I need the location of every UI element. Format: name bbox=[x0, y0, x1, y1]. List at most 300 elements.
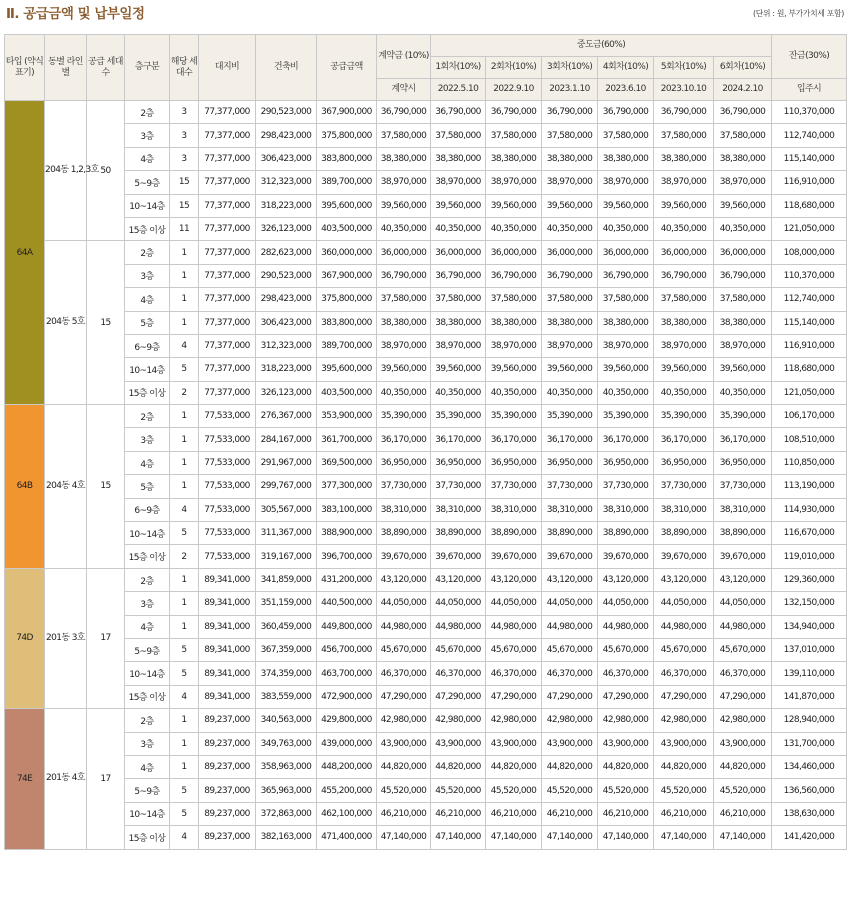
supply-price-cell: 462,100,000 bbox=[317, 802, 377, 825]
floor-cell: 4층 bbox=[125, 288, 170, 311]
table-row bbox=[5, 171, 847, 194]
header-date-4: 2023.6.10 bbox=[598, 79, 654, 101]
contract-deposit-cell: 37,580,000 bbox=[377, 288, 431, 311]
type-cell: 64B bbox=[5, 405, 45, 569]
unit-note: (단위 : 원, 부가가치세 포함) bbox=[752, 9, 844, 18]
floor-cell: 2층 bbox=[125, 568, 170, 591]
table-row bbox=[5, 264, 847, 287]
floor-cell: 15층 이상 bbox=[125, 826, 170, 849]
installment-4-cell: 44,820,000 bbox=[598, 755, 654, 778]
table-row bbox=[5, 147, 847, 170]
installment-5-cell: 39,670,000 bbox=[654, 545, 714, 568]
installment-4-cell: 37,730,000 bbox=[598, 475, 654, 498]
units-cell: 17 bbox=[87, 568, 125, 708]
installment-3-cell: 39,560,000 bbox=[542, 358, 598, 381]
installment-3-cell: 38,380,000 bbox=[542, 311, 598, 334]
floor-cell: 3층 bbox=[125, 428, 170, 451]
installment-1-cell: 36,000,000 bbox=[431, 241, 486, 264]
land-cost-cell: 89,237,000 bbox=[199, 779, 256, 802]
contract-deposit-cell: 40,350,000 bbox=[377, 217, 431, 240]
supply-price-cell: 389,700,000 bbox=[317, 171, 377, 194]
supply-price-cell: 472,900,000 bbox=[317, 685, 377, 708]
floor-cell: 2층 bbox=[125, 405, 170, 428]
supply-price-cell: 403,500,000 bbox=[317, 217, 377, 240]
floor-units-cell: 5 bbox=[170, 358, 199, 381]
floor-cell: 5~9층 bbox=[125, 779, 170, 802]
installment-3-cell: 39,560,000 bbox=[542, 194, 598, 217]
installment-4-cell: 35,390,000 bbox=[598, 405, 654, 428]
installment-3-cell: 36,790,000 bbox=[542, 101, 598, 124]
floor-cell: 2층 bbox=[125, 709, 170, 732]
table-row bbox=[5, 826, 847, 849]
installment-4-cell: 36,950,000 bbox=[598, 451, 654, 474]
table-row bbox=[5, 451, 847, 474]
installment-3-cell: 44,820,000 bbox=[542, 755, 598, 778]
installment-5-cell: 45,670,000 bbox=[654, 638, 714, 661]
installment-3-cell: 35,390,000 bbox=[542, 405, 598, 428]
installment-3-cell: 40,350,000 bbox=[542, 381, 598, 404]
land-cost-cell: 89,237,000 bbox=[199, 709, 256, 732]
contract-deposit-cell: 38,310,000 bbox=[377, 498, 431, 521]
table-row bbox=[5, 381, 847, 404]
installment-4-cell: 38,380,000 bbox=[598, 147, 654, 170]
building-cost-cell: 358,963,000 bbox=[256, 755, 317, 778]
supply-price-cell: 389,700,000 bbox=[317, 334, 377, 357]
installment-6-cell: 37,580,000 bbox=[714, 124, 772, 147]
floor-units-cell: 4 bbox=[170, 498, 199, 521]
land-cost-cell: 77,377,000 bbox=[199, 171, 256, 194]
land-cost-cell: 89,341,000 bbox=[199, 662, 256, 685]
balance-cell: 121,050,000 bbox=[772, 217, 847, 240]
header-installment-5: 5회차(10%) bbox=[654, 57, 714, 79]
installment-2-cell: 45,520,000 bbox=[486, 779, 542, 802]
installment-2-cell: 38,970,000 bbox=[486, 171, 542, 194]
installment-2-cell: 37,580,000 bbox=[486, 288, 542, 311]
contract-deposit-cell: 39,670,000 bbox=[377, 545, 431, 568]
land-cost-cell: 89,341,000 bbox=[199, 592, 256, 615]
installment-1-cell: 35,390,000 bbox=[431, 405, 486, 428]
supply-price-cell: 439,000,000 bbox=[317, 732, 377, 755]
floor-cell: 4층 bbox=[125, 147, 170, 170]
installment-6-cell: 44,050,000 bbox=[714, 592, 772, 615]
installment-3-cell: 38,970,000 bbox=[542, 334, 598, 357]
floor-cell: 2층 bbox=[125, 241, 170, 264]
table-row bbox=[5, 615, 847, 638]
installment-5-cell: 36,790,000 bbox=[654, 101, 714, 124]
building-cost-cell: 306,423,000 bbox=[256, 147, 317, 170]
supply-price-cell: 403,500,000 bbox=[317, 381, 377, 404]
floor-units-cell: 1 bbox=[170, 241, 199, 264]
floor-units-cell: 1 bbox=[170, 615, 199, 638]
installment-4-cell: 37,580,000 bbox=[598, 124, 654, 147]
floor-cell: 6~9층 bbox=[125, 334, 170, 357]
installment-1-cell: 37,580,000 bbox=[431, 288, 486, 311]
contract-deposit-cell: 43,120,000 bbox=[377, 568, 431, 591]
installment-4-cell: 45,520,000 bbox=[598, 779, 654, 802]
installment-1-cell: 42,980,000 bbox=[431, 709, 486, 732]
floor-cell: 5~9층 bbox=[125, 171, 170, 194]
installment-2-cell: 47,140,000 bbox=[486, 826, 542, 849]
installment-4-cell: 47,290,000 bbox=[598, 685, 654, 708]
installment-4-cell: 39,560,000 bbox=[598, 194, 654, 217]
contract-deposit-cell: 38,890,000 bbox=[377, 522, 431, 545]
installment-3-cell: 37,580,000 bbox=[542, 288, 598, 311]
table-row bbox=[5, 662, 847, 685]
installment-6-cell: 36,790,000 bbox=[714, 101, 772, 124]
installment-2-cell: 40,350,000 bbox=[486, 217, 542, 240]
contract-deposit-cell: 37,580,000 bbox=[377, 124, 431, 147]
installment-6-cell: 45,670,000 bbox=[714, 638, 772, 661]
header-date-2: 2022.9.10 bbox=[486, 79, 542, 101]
supply-price-cell: 360,000,000 bbox=[317, 241, 377, 264]
installment-4-cell: 36,170,000 bbox=[598, 428, 654, 451]
installment-2-cell: 46,210,000 bbox=[486, 802, 542, 825]
building-cost-cell: 306,423,000 bbox=[256, 311, 317, 334]
header-date-5: 2023.10.10 bbox=[654, 79, 714, 101]
supply-price-cell: 455,200,000 bbox=[317, 779, 377, 802]
installment-4-cell: 36,000,000 bbox=[598, 241, 654, 264]
installment-1-cell: 38,890,000 bbox=[431, 522, 486, 545]
building-cost-cell: 383,559,000 bbox=[256, 685, 317, 708]
building-cost-cell: 374,359,000 bbox=[256, 662, 317, 685]
floor-cell: 2층 bbox=[125, 101, 170, 124]
installment-1-cell: 38,310,000 bbox=[431, 498, 486, 521]
header-floor: 층구분 bbox=[125, 35, 170, 101]
installment-2-cell: 36,790,000 bbox=[486, 264, 542, 287]
table-row bbox=[5, 545, 847, 568]
installment-2-cell: 36,950,000 bbox=[486, 451, 542, 474]
units-cell: 50 bbox=[87, 101, 125, 241]
contract-deposit-cell: 37,730,000 bbox=[377, 475, 431, 498]
land-cost-cell: 77,533,000 bbox=[199, 498, 256, 521]
contract-deposit-cell: 36,790,000 bbox=[377, 101, 431, 124]
installment-4-cell: 38,890,000 bbox=[598, 522, 654, 545]
land-cost-cell: 89,237,000 bbox=[199, 802, 256, 825]
installment-2-cell: 44,820,000 bbox=[486, 755, 542, 778]
balance-cell: 108,510,000 bbox=[772, 428, 847, 451]
installment-6-cell: 45,520,000 bbox=[714, 779, 772, 802]
header-balance: 잔금(30%) bbox=[772, 35, 847, 79]
installment-3-cell: 43,120,000 bbox=[542, 568, 598, 591]
installment-6-cell: 40,350,000 bbox=[714, 381, 772, 404]
installment-6-cell: 38,310,000 bbox=[714, 498, 772, 521]
contract-deposit-cell: 42,980,000 bbox=[377, 709, 431, 732]
header-units: 공급 세대수 bbox=[87, 35, 125, 101]
contract-deposit-cell: 39,560,000 bbox=[377, 358, 431, 381]
installment-5-cell: 36,000,000 bbox=[654, 241, 714, 264]
contract-deposit-cell: 47,140,000 bbox=[377, 826, 431, 849]
floor-units-cell: 5 bbox=[170, 522, 199, 545]
installment-3-cell: 37,580,000 bbox=[542, 124, 598, 147]
table-row bbox=[5, 638, 847, 661]
balance-cell: 115,140,000 bbox=[772, 147, 847, 170]
balance-cell: 134,940,000 bbox=[772, 615, 847, 638]
building-cost-cell: 284,167,000 bbox=[256, 428, 317, 451]
contract-deposit-cell: 45,670,000 bbox=[377, 638, 431, 661]
floor-units-cell: 4 bbox=[170, 685, 199, 708]
floor-cell: 4층 bbox=[125, 755, 170, 778]
installment-5-cell: 45,520,000 bbox=[654, 779, 714, 802]
installment-1-cell: 40,350,000 bbox=[431, 217, 486, 240]
building-cost-cell: 290,523,000 bbox=[256, 101, 317, 124]
floor-units-cell: 5 bbox=[170, 662, 199, 685]
installment-1-cell: 40,350,000 bbox=[431, 381, 486, 404]
supply-price-cell: 471,400,000 bbox=[317, 826, 377, 849]
installment-6-cell: 40,350,000 bbox=[714, 217, 772, 240]
floor-cell: 4층 bbox=[125, 451, 170, 474]
balance-cell: 118,680,000 bbox=[772, 358, 847, 381]
building-cost-cell: 311,367,000 bbox=[256, 522, 317, 545]
building-cost-cell: 372,863,000 bbox=[256, 802, 317, 825]
installment-4-cell: 39,560,000 bbox=[598, 358, 654, 381]
installment-3-cell: 45,520,000 bbox=[542, 779, 598, 802]
installment-5-cell: 37,730,000 bbox=[654, 475, 714, 498]
floor-cell: 15층 이상 bbox=[125, 217, 170, 240]
table-row bbox=[5, 194, 847, 217]
floor-units-cell: 1 bbox=[170, 755, 199, 778]
building-cost-cell: 351,159,000 bbox=[256, 592, 317, 615]
land-cost-cell: 89,237,000 bbox=[199, 826, 256, 849]
supply-price-cell: 383,800,000 bbox=[317, 147, 377, 170]
installment-2-cell: 39,560,000 bbox=[486, 194, 542, 217]
installment-2-cell: 39,670,000 bbox=[486, 545, 542, 568]
installment-4-cell: 43,120,000 bbox=[598, 568, 654, 591]
installment-3-cell: 44,050,000 bbox=[542, 592, 598, 615]
table-row bbox=[5, 755, 847, 778]
balance-cell: 112,740,000 bbox=[772, 288, 847, 311]
installment-1-cell: 46,370,000 bbox=[431, 662, 486, 685]
land-cost-cell: 89,237,000 bbox=[199, 755, 256, 778]
table-row bbox=[5, 592, 847, 615]
balance-cell: 128,940,000 bbox=[772, 709, 847, 732]
table-row bbox=[5, 802, 847, 825]
installment-3-cell: 36,170,000 bbox=[542, 428, 598, 451]
section-title: Ⅱ. 공급금액 및 납부일정 bbox=[6, 6, 145, 22]
land-cost-cell: 89,341,000 bbox=[199, 685, 256, 708]
installment-1-cell: 44,050,000 bbox=[431, 592, 486, 615]
installment-6-cell: 44,820,000 bbox=[714, 755, 772, 778]
balance-cell: 116,670,000 bbox=[772, 522, 847, 545]
table-row bbox=[5, 334, 847, 357]
installment-2-cell: 37,580,000 bbox=[486, 124, 542, 147]
installment-3-cell: 47,290,000 bbox=[542, 685, 598, 708]
installment-3-cell: 36,790,000 bbox=[542, 264, 598, 287]
supply-price-cell: 375,800,000 bbox=[317, 288, 377, 311]
installment-5-cell: 47,290,000 bbox=[654, 685, 714, 708]
building-cost-cell: 365,963,000 bbox=[256, 779, 317, 802]
table-row bbox=[5, 709, 847, 732]
floor-units-cell: 4 bbox=[170, 334, 199, 357]
supply-price-cell: 456,700,000 bbox=[317, 638, 377, 661]
contract-deposit-cell: 36,000,000 bbox=[377, 241, 431, 264]
installment-4-cell: 39,670,000 bbox=[598, 545, 654, 568]
installment-2-cell: 38,380,000 bbox=[486, 147, 542, 170]
contract-deposit-cell: 47,290,000 bbox=[377, 685, 431, 708]
installment-1-cell: 39,560,000 bbox=[431, 358, 486, 381]
installment-5-cell: 37,580,000 bbox=[654, 288, 714, 311]
installment-5-cell: 44,820,000 bbox=[654, 755, 714, 778]
balance-cell: 116,910,000 bbox=[772, 334, 847, 357]
installment-6-cell: 47,290,000 bbox=[714, 685, 772, 708]
floor-units-cell: 1 bbox=[170, 264, 199, 287]
installment-6-cell: 38,890,000 bbox=[714, 522, 772, 545]
table-row bbox=[5, 358, 847, 381]
header-interim: 중도금(60%) bbox=[431, 35, 772, 57]
table-row bbox=[5, 732, 847, 755]
balance-cell: 110,850,000 bbox=[772, 451, 847, 474]
floor-units-cell: 1 bbox=[170, 288, 199, 311]
land-cost-cell: 77,533,000 bbox=[199, 522, 256, 545]
installment-5-cell: 46,370,000 bbox=[654, 662, 714, 685]
installment-4-cell: 38,970,000 bbox=[598, 334, 654, 357]
installment-5-cell: 37,580,000 bbox=[654, 124, 714, 147]
installment-5-cell: 46,210,000 bbox=[654, 802, 714, 825]
building-cost-cell: 367,359,000 bbox=[256, 638, 317, 661]
installment-2-cell: 39,560,000 bbox=[486, 358, 542, 381]
floor-units-cell: 1 bbox=[170, 475, 199, 498]
floor-units-cell: 1 bbox=[170, 428, 199, 451]
supply-price-cell: 440,500,000 bbox=[317, 592, 377, 615]
installment-2-cell: 44,980,000 bbox=[486, 615, 542, 638]
units-cell: 15 bbox=[87, 241, 125, 405]
contract-deposit-cell: 44,980,000 bbox=[377, 615, 431, 638]
contract-deposit-cell: 39,560,000 bbox=[377, 194, 431, 217]
table-row bbox=[5, 428, 847, 451]
installment-2-cell: 36,790,000 bbox=[486, 101, 542, 124]
installment-6-cell: 38,970,000 bbox=[714, 334, 772, 357]
payment-schedule-table bbox=[4, 34, 847, 850]
table-body bbox=[5, 101, 847, 850]
installment-2-cell: 38,380,000 bbox=[486, 311, 542, 334]
line-cell: 204동 1,2,3호 bbox=[45, 101, 87, 241]
installment-1-cell: 36,170,000 bbox=[431, 428, 486, 451]
installment-6-cell: 38,380,000 bbox=[714, 147, 772, 170]
header-installment-3: 3회차(10%) bbox=[542, 57, 598, 79]
building-cost-cell: 276,367,000 bbox=[256, 405, 317, 428]
installment-2-cell: 38,970,000 bbox=[486, 334, 542, 357]
installment-6-cell: 35,390,000 bbox=[714, 405, 772, 428]
installment-5-cell: 44,050,000 bbox=[654, 592, 714, 615]
contract-deposit-cell: 46,370,000 bbox=[377, 662, 431, 685]
installment-6-cell: 36,950,000 bbox=[714, 451, 772, 474]
header-type: 타입 (약식 표기) bbox=[5, 35, 45, 101]
floor-cell: 15층 이상 bbox=[125, 545, 170, 568]
installment-5-cell: 38,310,000 bbox=[654, 498, 714, 521]
installment-6-cell: 43,900,000 bbox=[714, 732, 772, 755]
installment-3-cell: 45,670,000 bbox=[542, 638, 598, 661]
installment-3-cell: 46,210,000 bbox=[542, 802, 598, 825]
contract-deposit-cell: 44,820,000 bbox=[377, 755, 431, 778]
installment-5-cell: 40,350,000 bbox=[654, 217, 714, 240]
balance-cell: 110,370,000 bbox=[772, 101, 847, 124]
building-cost-cell: 326,123,000 bbox=[256, 381, 317, 404]
header-floor-units: 해당 세대수 bbox=[170, 35, 199, 101]
floor-units-cell: 11 bbox=[170, 217, 199, 240]
supply-price-cell: 353,900,000 bbox=[317, 405, 377, 428]
installment-4-cell: 44,050,000 bbox=[598, 592, 654, 615]
installment-2-cell: 40,350,000 bbox=[486, 381, 542, 404]
land-cost-cell: 77,377,000 bbox=[199, 358, 256, 381]
header-installment-1: 1회차(10%) bbox=[431, 57, 486, 79]
installment-2-cell: 43,900,000 bbox=[486, 732, 542, 755]
installment-5-cell: 43,120,000 bbox=[654, 568, 714, 591]
installment-3-cell: 40,350,000 bbox=[542, 217, 598, 240]
table-row bbox=[5, 101, 847, 124]
floor-cell: 10~14층 bbox=[125, 194, 170, 217]
supply-price-cell: 431,200,000 bbox=[317, 568, 377, 591]
floor-units-cell: 1 bbox=[170, 709, 199, 732]
installment-1-cell: 38,380,000 bbox=[431, 147, 486, 170]
land-cost-cell: 77,533,000 bbox=[199, 451, 256, 474]
land-cost-cell: 77,377,000 bbox=[199, 381, 256, 404]
supply-price-cell: 395,600,000 bbox=[317, 194, 377, 217]
floor-cell: 15층 이상 bbox=[125, 381, 170, 404]
land-cost-cell: 89,341,000 bbox=[199, 615, 256, 638]
installment-3-cell: 39,670,000 bbox=[542, 545, 598, 568]
installment-2-cell: 36,000,000 bbox=[486, 241, 542, 264]
installment-5-cell: 38,380,000 bbox=[654, 311, 714, 334]
floor-cell: 3층 bbox=[125, 732, 170, 755]
table-row bbox=[5, 498, 847, 521]
supply-price-cell: 377,300,000 bbox=[317, 475, 377, 498]
installment-3-cell: 38,310,000 bbox=[542, 498, 598, 521]
contract-deposit-cell: 44,050,000 bbox=[377, 592, 431, 615]
installment-1-cell: 47,140,000 bbox=[431, 826, 486, 849]
installment-4-cell: 47,140,000 bbox=[598, 826, 654, 849]
installment-2-cell: 46,370,000 bbox=[486, 662, 542, 685]
type-cell: 64A bbox=[5, 101, 45, 405]
table-row bbox=[5, 124, 847, 147]
installment-6-cell: 38,970,000 bbox=[714, 171, 772, 194]
header-installment-2: 2회차(10%) bbox=[486, 57, 542, 79]
supply-price-cell: 463,700,000 bbox=[317, 662, 377, 685]
table-row bbox=[5, 475, 847, 498]
installment-4-cell: 45,670,000 bbox=[598, 638, 654, 661]
contract-deposit-cell: 36,950,000 bbox=[377, 451, 431, 474]
supply-price-cell: 375,800,000 bbox=[317, 124, 377, 147]
installment-1-cell: 43,900,000 bbox=[431, 732, 486, 755]
installment-5-cell: 36,170,000 bbox=[654, 428, 714, 451]
type-cell: 74E bbox=[5, 709, 45, 849]
line-cell: 201동 4호 bbox=[45, 709, 87, 849]
installment-4-cell: 46,210,000 bbox=[598, 802, 654, 825]
installment-4-cell: 40,350,000 bbox=[598, 217, 654, 240]
supply-price-cell: 367,900,000 bbox=[317, 101, 377, 124]
installment-6-cell: 36,000,000 bbox=[714, 241, 772, 264]
balance-cell: 119,010,000 bbox=[772, 545, 847, 568]
floor-units-cell: 15 bbox=[170, 171, 199, 194]
installment-3-cell: 42,980,000 bbox=[542, 709, 598, 732]
contract-deposit-cell: 40,350,000 bbox=[377, 381, 431, 404]
installment-2-cell: 45,670,000 bbox=[486, 638, 542, 661]
units-cell: 15 bbox=[87, 405, 125, 569]
installment-5-cell: 40,350,000 bbox=[654, 381, 714, 404]
installment-1-cell: 36,790,000 bbox=[431, 101, 486, 124]
installment-4-cell: 38,380,000 bbox=[598, 311, 654, 334]
floor-cell: 5층 bbox=[125, 475, 170, 498]
installment-6-cell: 39,560,000 bbox=[714, 358, 772, 381]
balance-cell: 115,140,000 bbox=[772, 311, 847, 334]
supply-price-cell: 449,800,000 bbox=[317, 615, 377, 638]
contract-deposit-cell: 35,390,000 bbox=[377, 405, 431, 428]
building-cost-cell: 318,223,000 bbox=[256, 358, 317, 381]
installment-2-cell: 47,290,000 bbox=[486, 685, 542, 708]
supply-price-cell: 429,800,000 bbox=[317, 709, 377, 732]
land-cost-cell: 89,237,000 bbox=[199, 732, 256, 755]
building-cost-cell: 318,223,000 bbox=[256, 194, 317, 217]
installment-1-cell: 43,120,000 bbox=[431, 568, 486, 591]
installment-1-cell: 36,790,000 bbox=[431, 264, 486, 287]
